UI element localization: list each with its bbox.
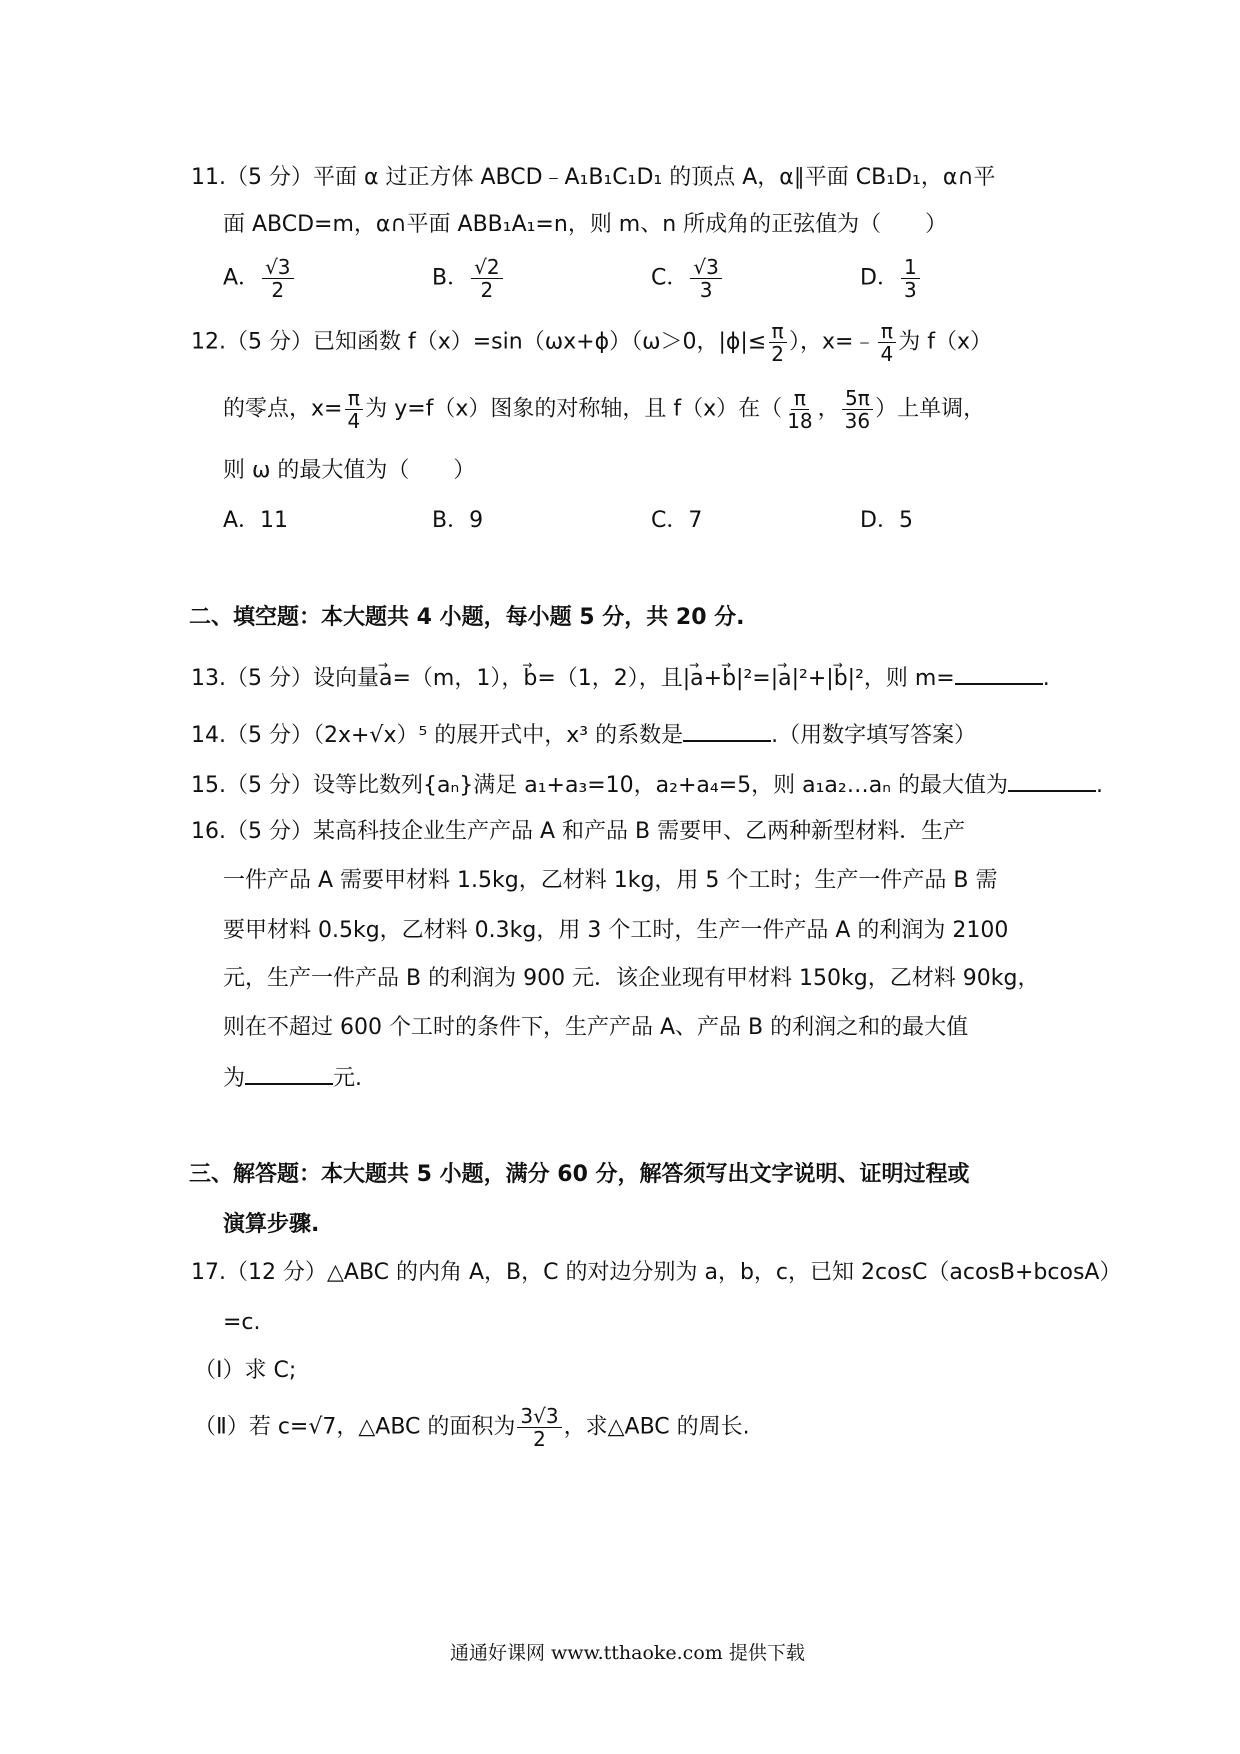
fraction <box>784 387 815 432</box>
text: 为 <box>223 1066 246 1091</box>
option-label: D． <box>860 265 899 291</box>
q11-text: （5 分）平面 α 过正方体 ABCD﹣A₁B₁C₁D₁ 的顶点 A，α∥平面 CB₁D₁，α∩平 <box>226 165 996 190</box>
text: 13.（5 分）设向量 <box>191 666 379 691</box>
text: .（用数字填写答案） <box>771 723 977 748</box>
text: 15.（5 分）设等比数列{aₙ}满足 a₁+a₃=10，a₂+a₄=5，则 a₁a₂…aₙ 的最大值为 <box>191 773 1008 798</box>
vector-b: → b <box>523 664 537 694</box>
q16-line3: 要甲材料 0.5kg，乙材料 0.3kg，用 3 个工时，生产一件产品 A 的利润为 2100 <box>223 918 1009 943</box>
fraction <box>768 320 787 365</box>
numerator: π <box>791 387 809 410</box>
q11-line1 <box>191 163 995 193</box>
denominator: 2 <box>771 342 785 366</box>
option-label: C． <box>651 265 689 291</box>
q13 <box>191 661 1050 691</box>
denominator: 4 <box>347 409 361 433</box>
section3-heading-cont: 演算步骤. <box>223 1212 320 1237</box>
q12-line2 <box>223 387 985 432</box>
answer-blank <box>955 661 1043 685</box>
vector-b: → b <box>834 664 848 694</box>
q15 <box>191 768 1103 798</box>
text: 为 y=f（x）图象的对称轴，且 f（x）在（ <box>365 396 783 422</box>
q14 <box>191 718 976 748</box>
numerator: 3√3 <box>517 1405 561 1428</box>
text: |²+| <box>791 666 834 691</box>
denominator: 2 <box>480 278 494 302</box>
q12-option-c: C．7 <box>651 508 703 533</box>
vector-a: → a <box>379 664 392 694</box>
footer-credit: 通通好课网 www.tthaoke.com 提供下载 <box>450 1642 805 1664</box>
numerator: π <box>878 320 896 343</box>
fraction <box>842 387 873 432</box>
q12-option-b: B．9 <box>432 508 484 533</box>
vector-a: → a <box>778 664 791 694</box>
q11-option-b <box>432 256 505 301</box>
q11-number: 11. <box>191 165 226 190</box>
answer-blank <box>245 1061 333 1085</box>
text: + <box>703 666 723 691</box>
fraction <box>344 387 363 432</box>
vector-a: → a <box>690 664 703 694</box>
fraction <box>471 256 502 301</box>
numerator: √3 <box>690 256 721 279</box>
denominator: 3 <box>903 278 917 302</box>
text: （5 分）已知函数 f（x）=sin（ωx+ϕ）（ω＞0，|ϕ|≤ <box>226 329 767 355</box>
q12-option-a: A．11 <box>223 508 289 533</box>
denominator: 2 <box>533 1427 546 1451</box>
q11-option-c <box>651 256 724 301</box>
fraction <box>690 256 721 301</box>
option-label: B． <box>432 265 470 291</box>
denominator: 2 <box>271 278 285 302</box>
q12-option-d: D．5 <box>860 508 913 533</box>
text: 为 f（x） <box>898 329 992 355</box>
numerator: √2 <box>471 256 502 279</box>
q16-line6 <box>223 1061 362 1091</box>
text: ）上单调， <box>875 396 986 422</box>
q17-line2: =c. <box>223 1310 261 1335</box>
text: =（1，2），且| <box>537 666 691 691</box>
fraction <box>901 256 920 301</box>
q12-number: 12. <box>191 329 226 355</box>
text: （Ⅱ）若 c=√7，△ABC 的面积为 <box>194 1414 516 1440</box>
text: |²，则 m= <box>847 666 955 691</box>
q17-line1: 17.（12 分）△ABC 的内角 A，B，C 的对边分别为 a，b，c，已知 2cosC（acosB+bcosA） <box>191 1260 1122 1285</box>
numerator: 1 <box>901 256 920 279</box>
text: ，求△ABC 的周长. <box>563 1414 750 1440</box>
q17-part1: （Ⅰ）求 C; <box>194 1358 297 1383</box>
q16-line4: 元，生产一件产品 B 的利润为 900 元．该企业现有甲材料 150kg，乙材料 90kg， <box>223 966 1040 991</box>
q16-line1: 16.（5 分）某高科技企业生产产品 A 和产品 B 需要甲、乙两种新型材料．生产 <box>191 819 966 844</box>
fraction <box>877 320 896 365</box>
text: ），x=﹣ <box>789 329 876 355</box>
q12-line3: 则 ω 的最大值为（ ） <box>223 458 476 483</box>
denominator: 36 <box>844 409 871 433</box>
text: 元. <box>333 1066 363 1091</box>
text: 的零点，x= <box>223 396 343 422</box>
q11-line2: 面 ABCD=m，α∩平面 ABB₁A₁=n，则 m、n 所成角的正弦值为（ ） <box>223 212 948 237</box>
denominator: 3 <box>699 278 713 302</box>
option-label: A． <box>223 265 261 291</box>
denominator: 4 <box>880 342 894 366</box>
answer-blank <box>1008 768 1096 792</box>
text: . <box>1095 773 1103 798</box>
section3-heading: 三、解答题：本大题共 5 小题，满分 60 分，解答须写出文字说明、证明过程或 <box>189 1162 970 1187</box>
text: 14.（5 分）（2x+√x）⁵ 的展开式中，x³ 的系数是 <box>191 723 684 748</box>
numerator: 5π <box>842 387 873 410</box>
fraction <box>262 256 293 301</box>
q11-option-d <box>860 256 922 301</box>
answer-blank <box>683 718 771 742</box>
text: |²=| <box>736 666 779 691</box>
text: =（m，1）， <box>392 666 524 691</box>
section2-heading: 二、填空题：本大题共 4 小题，每小题 5 分，共 20 分. <box>189 605 745 630</box>
numerator: π <box>769 320 787 343</box>
fraction <box>517 1405 561 1450</box>
vector-b: → b <box>722 664 736 694</box>
numerator: π <box>345 387 363 410</box>
q16-line5: 则在不超过 600 个工时的条件下，生产产品 A、产品 B 的利润之和的最大值 <box>223 1015 969 1040</box>
q12-line1 <box>191 320 992 365</box>
denominator: 18 <box>787 409 813 433</box>
q16-line2: 一件产品 A 需要甲材料 1.5kg，乙材料 1kg，用 5 个工时；生产一件产品 B 需 <box>223 868 998 893</box>
q17-part2 <box>194 1405 750 1450</box>
text: . <box>1042 666 1050 691</box>
text: ， <box>817 396 840 422</box>
numerator: √3 <box>262 256 293 279</box>
q11-option-a <box>223 256 296 301</box>
